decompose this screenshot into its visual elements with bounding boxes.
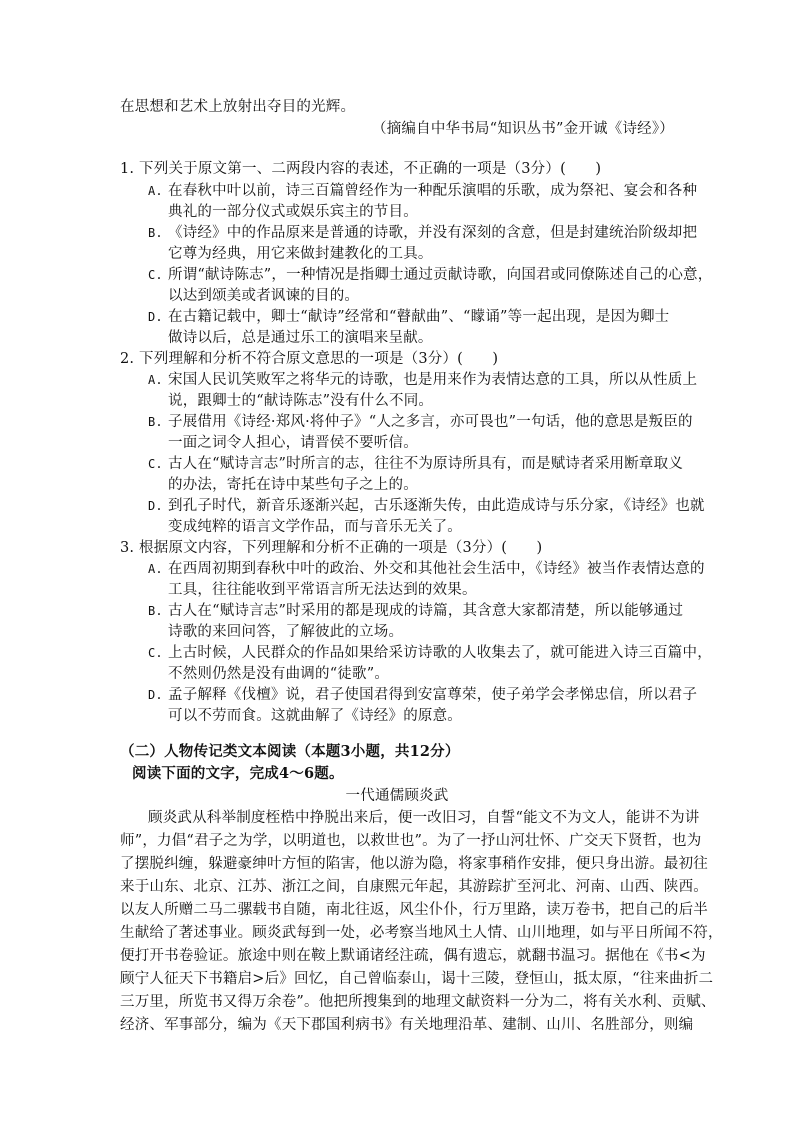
option-text: 诗歌的来回问答，了解彼此的立场。 bbox=[168, 624, 404, 640]
paragraph-line: 生献给了著述事业。顾炎武每到一处，必考察当地风土人情、山川地理，如与平日所闻不符， bbox=[120, 925, 723, 941]
paragraph-line: 以友人所赠二马二骡载书自随，南北往返，风尘仆仆，行万里路，读万卷书，把自己的后半 bbox=[120, 902, 708, 918]
question-2-stem: 2. 下列理解和分析不符合原文意思的一项是（3分）( ) bbox=[120, 351, 499, 367]
paragraph-line: 三万里，所览书又得万余卷”。他把所搜集到的地理文献资料一分为二，将有关水利、贡赋、 bbox=[120, 994, 716, 1010]
option-text: 所谓“献诗陈志”，一种情况是指卿士通过贡献诗歌，向国君或同僚陈述自己的心意， bbox=[168, 267, 713, 283]
option-letter: B. bbox=[148, 604, 163, 618]
option-letter: D. bbox=[148, 688, 163, 702]
option-text: 可以不劳而食。这就曲解了《诗经》的原意。 bbox=[168, 708, 462, 724]
option-letter: B. bbox=[148, 226, 163, 240]
option-text: 古人在“赋诗言志”时所言的志，往往不为原诗所具有，而是赋诗者采用断章取义 bbox=[168, 456, 684, 472]
option-letter: A. bbox=[148, 184, 163, 198]
paragraph-line: 来于山东、北京、江苏、浙江之间，自康熙元年起，其游踪扩至河北、河南、山西、陕西。 bbox=[120, 879, 708, 895]
option-letter: B. bbox=[148, 415, 163, 429]
option-letter: C. bbox=[148, 268, 163, 282]
option-text: 典礼的一部分仪式或娱乐宾主的节目。 bbox=[168, 204, 418, 220]
source-citation: （摘编自中华书局“知识丛书”金开诚《诗经》） bbox=[372, 121, 674, 137]
option-text: 在春秋中叶以前，诗三百篇曾经作为一种配乐演唱的乐歌，成为祭祀、宴会和各种 bbox=[168, 183, 698, 199]
paragraph-line: 了摆脱纠缠，躲避豪绅叶方恒的陷害，他以游为隐，将家事稍作安排，便只身出游。最初往 bbox=[120, 856, 708, 872]
option-letter: D. bbox=[148, 310, 163, 324]
article-title: 一代通儒顾炎武 bbox=[345, 788, 449, 804]
option-text: 子展借用《诗经·郑风·将仲子》“人之多言，亦可畏也”一句话，他的意思是叛臣的 bbox=[168, 414, 693, 430]
option-text: 不然则仍然是没有曲调的“徒歌”。 bbox=[168, 666, 390, 682]
option-text: 古人在“赋诗言志”时采用的都是现成的诗篇，其含意大家都清楚，所以能够通过 bbox=[168, 603, 684, 619]
option-text: 《诗经》中的作品原来是普通的诗歌，并没有深刻的含意，但是封建统治阶级却把 bbox=[168, 225, 698, 241]
paragraph-line: 经济、军事部分，编为《天下郡国利病书》有关地理沿革、建制、山川、名胜部分，则编 bbox=[120, 1017, 694, 1033]
section-instruction: 阅读下面的文字，完成4～6题。 bbox=[132, 765, 344, 782]
question-3-stem: 3. 根据原文内容，下列理解和分析不正确的一项是（3分）( ) bbox=[120, 540, 543, 556]
option-text: 的办法，寄托在诗中某些句子之上的。 bbox=[168, 477, 418, 493]
section-heading: （二）人物传记类文本阅读（本题3小题，共12分） bbox=[120, 743, 460, 760]
paragraph-line: 师”，力倡“君子之为学，以明道也，以救世也”。为了一抒山河壮怀、广交天下贤哲，也为 bbox=[120, 833, 702, 849]
option-letter: C. bbox=[148, 457, 163, 471]
intro-text: 在思想和艺术上放射出夺目的光辉。 bbox=[120, 99, 356, 115]
option-text: 到孔子时代，新音乐逐渐兴起，古乐逐渐失传，由此造成诗与乐分家，《诗经》也就 bbox=[168, 498, 705, 514]
paragraph-line: 便打开书卷验证。旅途中则在鞍上默诵诸经注疏，偶有遗忘，就翻书温习。据他在《书<为 bbox=[120, 948, 706, 964]
option-text: 上古时候，人民群众的作品如果给采访诗歌的人收集去了，就可能进入诗三百篇中， bbox=[168, 645, 712, 661]
option-text: 在古籍记载中，卿士“献诗”经常和“瞽献曲”、“矇诵”等一起出现，是因为卿士 bbox=[168, 309, 670, 325]
option-text: 说，跟卿士的“献诗陈志”没有什么不同。 bbox=[168, 393, 434, 409]
question-1-stem: 1. 下列关于原文第一、二两段内容的表述，不正确的一项是（3分）( ) bbox=[120, 161, 602, 177]
option-letter: A. bbox=[148, 562, 163, 576]
option-text: 在西周初期到春秋中叶的政治、外交和其他社会生活中，《诗经》被当作表情达意的 bbox=[168, 561, 705, 577]
option-letter: C. bbox=[148, 646, 163, 660]
option-text: 工具，往往能收到平常语言所无法达到的效果。 bbox=[168, 582, 477, 598]
option-text: 做诗以后，总是通过乐工的演唱来呈献。 bbox=[168, 330, 433, 346]
option-letter: A. bbox=[148, 373, 163, 387]
option-text: 宋国人民讥笑败军之将华元的诗歌，也是用来作为表情达意的工具，所以从性质上 bbox=[168, 372, 698, 388]
option-text: 一面之词令人担心，请晋侯不要听信。 bbox=[168, 435, 418, 451]
option-letter: D. bbox=[148, 499, 163, 513]
option-text: 它尊为经典，用它来做封建教化的工具。 bbox=[168, 246, 433, 262]
paragraph-line: 顾炎武从科举制度桎梏中挣脱出来后，便一改旧习，自誓“能文不为文人，能讲不为讲 bbox=[148, 810, 700, 826]
option-text: 变成纯粹的语言文学作品，而与音乐无关了。 bbox=[168, 519, 462, 535]
option-text: 以达到颂美或者讽谏的目的。 bbox=[168, 288, 360, 304]
option-text: 孟子解释《伐檀》说，君子使国君得到安富尊荣，使子弟学会孝悌忠信，所以君子 bbox=[168, 687, 698, 703]
paragraph-line: 顾宁人征天下书籍启>后》回忆，自己曾临泰山，谒十三陵，登恒山，抵太原，“往来曲折二 bbox=[120, 971, 714, 987]
